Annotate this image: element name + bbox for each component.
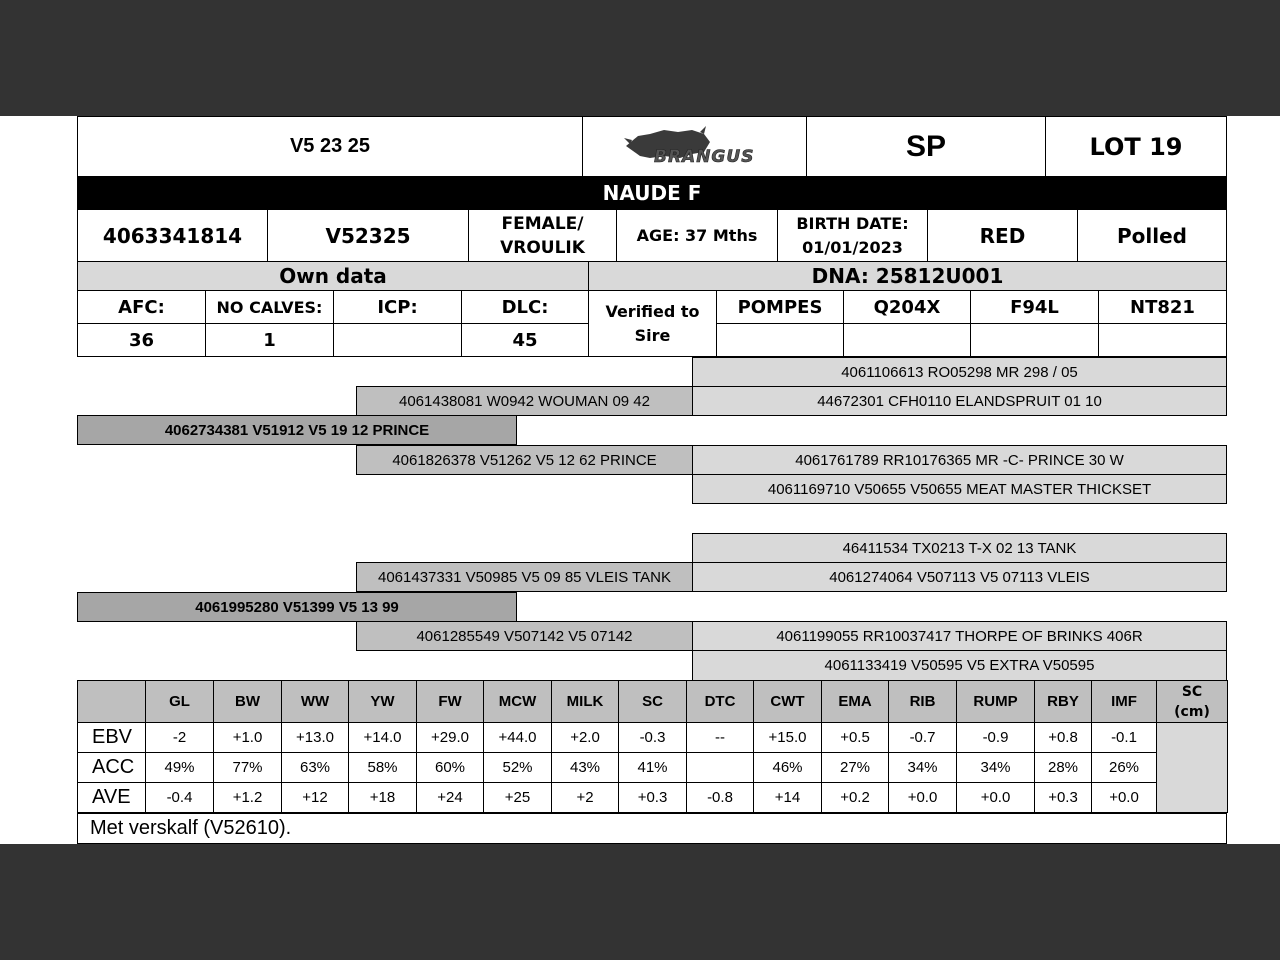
ebv-header-row [78,681,1228,723]
table-cell: -0.3 [619,723,687,753]
table-cell: +1.2 [214,783,282,813]
pedigree-sire-sire [356,386,693,416]
bull-icon [620,122,770,172]
pedigree-text: 46411534 TX0213 T-X 02 13 TANK [842,539,1077,557]
col-ww: WW [282,681,349,723]
brangus-logo [582,116,807,177]
table-cell: 27% [822,753,889,783]
icp-value [333,323,462,357]
table-cell: +2 [552,783,619,813]
table-cell: +2.0 [552,723,619,753]
pedigree-text: 4061995280 V51399 V5 13 99 [195,598,399,616]
col-ema: EMA [822,681,889,723]
own-data-title [77,261,589,291]
pedigree-text: 4061133419 V50595 V5 EXTRA V50595 [824,657,1095,674]
table-cell: 28% [1035,753,1092,783]
dlc-value-text: 45 [512,329,538,351]
table-cell: +15.0 [754,723,822,753]
animal-id [77,209,268,262]
dna-pompes-value [716,323,844,357]
pedigree-dam-dam [356,621,693,651]
table-cell: -0.7 [889,723,957,753]
owner-bar [77,177,1227,209]
row-label: EBV [78,723,146,753]
col-dtc: DTC [687,681,754,723]
verified-to-sire-text: Verified to Sire [605,301,700,345]
pedigree-sire [77,415,517,445]
dna-pompes-label [716,290,844,324]
birth-date [777,209,928,262]
pedigree-sire-sire-sire [692,357,1227,387]
pedigree-text: 4062734381 V51912 V5 19 12 PRINCE [164,421,430,439]
table-cell: +0.3 [619,783,687,813]
dna-title [588,261,1227,291]
table-cell: +0.8 [1035,723,1092,753]
dna-title-text: DNA: 25812U001 [811,264,1004,288]
table-cell: -0.8 [687,783,754,813]
col-bw: BW [214,681,282,723]
dlc-label [461,290,589,324]
pedigree-text: 4061437331 V50985 V5 09 85 VLEIS TANK [377,568,671,586]
dlc-value [461,323,589,357]
pedigree-dam-sire [356,562,693,592]
dna-f94l-value [970,323,1099,357]
dna-f94l-label [970,290,1099,324]
table-cell: 26% [1092,753,1157,783]
pedigree-sire-dam-dam [692,474,1227,504]
table-cell: +0.0 [957,783,1035,813]
table-cell: +1.0 [214,723,282,753]
pedigree-text: 4061761789 RR10176365 MR -C- PRINCE 30 W [795,451,1124,469]
table-cell: +14.0 [349,723,417,753]
animal-sex-text: FEMALE/ VROULIK [500,213,585,258]
afc-label-text: AFC: [118,296,165,318]
table-cell: 34% [889,753,957,783]
col-sc-cm: SC (cm) [1157,681,1228,723]
table-cell [687,753,754,783]
table-cell: +24 [417,783,484,813]
ebv-table [77,680,1228,813]
ebv-row [78,723,1228,753]
pedigree-text: 44672301 CFH0110 ELANDSPRUIT 01 10 [817,392,1102,410]
comment-row [77,813,1227,844]
catalogue-page [0,116,1280,844]
table-cell: 60% [417,753,484,783]
col-imf: IMF [1092,681,1157,723]
table-cell: 41% [619,753,687,783]
pedigree-text: 4061169710 V50655 V50655 MEAT MASTER THICKSET [767,480,1152,498]
lot-code [77,116,583,177]
animal-sex [468,209,617,262]
no-calves-value-text: 1 [263,329,276,351]
dlc-label-text: DLC: [501,296,549,318]
table-cell: 52% [484,753,552,783]
col-milk: MILK [552,681,619,723]
table-cell: +0.0 [889,783,957,813]
table-cell: +0.2 [822,783,889,813]
table-cell: -2 [146,723,214,753]
col-rby: RBY [1035,681,1092,723]
birth-date-value: 01/01/2023 [802,237,903,257]
table-cell: +25 [484,783,552,813]
animal-horn-text: Polled [1117,223,1187,248]
acc-row [78,753,1228,783]
verified-to-sire [588,290,717,357]
table-cell: +13.0 [282,723,349,753]
table-cell: +29.0 [417,723,484,753]
pedigree-dam-dam-sire [692,621,1227,651]
table-cell: 43% [552,753,619,783]
pedigree-text: 4061274064 V507113 V5 07113 VLEIS [829,568,1090,586]
animal-color-text: RED [979,223,1026,248]
table-cell: +0.3 [1035,783,1092,813]
pedigree-sire-dam [356,445,693,475]
lot-code-text: V5 23 25 [289,135,371,157]
dna-q204x-value [843,323,971,357]
pedigree-text: 4061199055 RR10037417 THORPE OF BRINKS 406R [776,627,1143,645]
pedigree-text: 4061438081 W0942 WOUMAN 09 42 [399,392,650,410]
no-calves-label-text: NO CALVES: [216,297,323,317]
afc-value [77,323,206,357]
animal-tag-text: V52325 [325,223,411,248]
dna-nt821-value [1098,323,1227,357]
pedigree-dam [77,592,517,622]
table-cell: +18 [349,783,417,813]
col-rump: RUMP [957,681,1035,723]
col-mcw: MCW [484,681,552,723]
col-sc: SC [619,681,687,723]
dna-nt821-label-text: NT821 [1130,296,1195,318]
sc-cm-empty [1157,723,1228,813]
table-cell: -- [687,723,754,753]
breed-code-text: SP [905,129,947,163]
dna-q204x-label [843,290,971,324]
ave-row [78,783,1228,813]
table-cell: -0.4 [146,783,214,813]
table-cell: 46% [754,753,822,783]
animal-age-text: AGE: 37 Mths [636,226,758,245]
lot-number [1045,116,1227,177]
col-cwt: CWT [754,681,822,723]
pedigree-text: 4061826378 V51262 V5 12 62 PRINCE [392,451,657,469]
table-cell: -0.9 [957,723,1035,753]
no-calves-value [205,323,334,357]
col-fw: FW [417,681,484,723]
pedigree-sire-sire-dam [692,386,1227,416]
table-cell: 63% [282,753,349,783]
ebv-corner [78,681,146,723]
row-label: ACC [78,753,146,783]
table-cell: -0.1 [1092,723,1157,753]
pedigree-dam-sire-dam [692,562,1227,592]
pedigree-text: 4061106613 RO05298 MR 298 / 05 [841,363,1078,381]
afc-label [77,290,206,324]
col-rib: RIB [889,681,957,723]
table-cell: 58% [349,753,417,783]
dna-pompes-label-text: POMPES [737,296,823,318]
row-label: AVE [78,783,146,813]
owner-name: NAUDE F [602,181,702,205]
afc-value-text: 36 [128,329,155,351]
pedigree-sire-dam-sire [692,445,1227,475]
logo-text: BRANGUS [653,146,754,167]
icp-label [333,290,462,324]
dna-q204x-label-text: Q204X [873,296,941,318]
table-cell: +0.5 [822,723,889,753]
col-gl: GL [146,681,214,723]
animal-color [927,209,1078,262]
pedigree-dam-dam-dam [692,650,1227,681]
lot-number-text: LOT 19 [1089,132,1183,161]
pedigree-dam-sire-sire [692,533,1227,563]
icp-label-text: ICP: [377,296,418,318]
animal-tag [267,209,469,262]
animal-age [616,209,778,262]
table-cell: +12 [282,783,349,813]
table-cell: 77% [214,753,282,783]
table-cell: +14 [754,783,822,813]
animal-id-text: 4063341814 [102,223,243,248]
birth-date-label: BIRTH DATE: [796,213,909,233]
table-cell: +0.0 [1092,783,1157,813]
col-yw: YW [349,681,417,723]
comment-text: Met verskalf (V52610). [90,817,292,839]
dna-f94l-label-text: F94L [1010,296,1059,318]
table-cell: 34% [957,753,1035,783]
pedigree-text: 4061285549 V507142 V5 07142 [416,627,633,645]
animal-horn [1077,209,1227,262]
no-calves-label [205,290,334,324]
table-cell: 49% [146,753,214,783]
breed-code [806,116,1046,177]
table-cell: +44.0 [484,723,552,753]
dna-nt821-label [1098,290,1227,324]
own-data-title-text: Own data [279,264,387,288]
